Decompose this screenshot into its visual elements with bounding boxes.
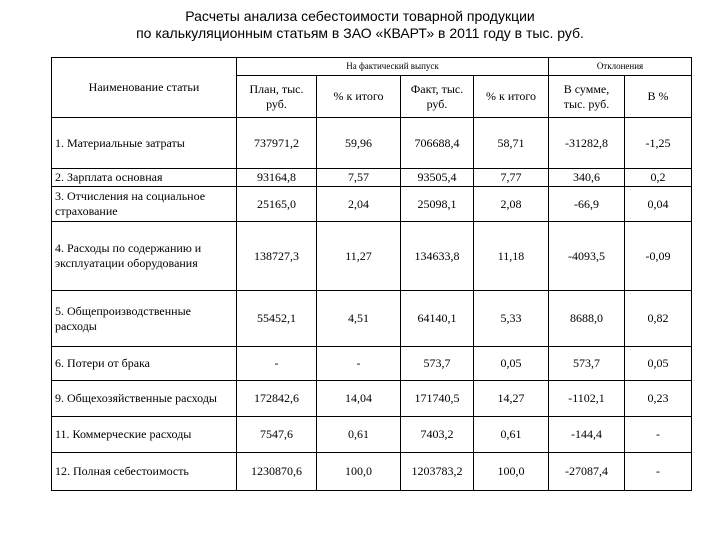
cell-dev-sum: 573,7 bbox=[549, 347, 625, 381]
table-row bbox=[52, 118, 692, 169]
cell-dev-sum: -27087,4 bbox=[549, 453, 625, 491]
cell-fact: 93505,4 bbox=[401, 169, 474, 187]
cell-plan-pct: 59,96 bbox=[317, 118, 401, 169]
table-row bbox=[52, 222, 692, 291]
cell-fact: 706688,4 bbox=[401, 118, 474, 169]
cell-plan: 25165,0 bbox=[237, 187, 317, 222]
cell-fact: 134633,8 bbox=[401, 222, 474, 291]
table-row bbox=[52, 291, 692, 347]
cell-fact: 7403,2 bbox=[401, 417, 474, 453]
cell-plan-pct: 100,0 bbox=[317, 453, 401, 491]
header-plan-pct: % к итого bbox=[317, 76, 401, 118]
cell-dev-pct: 0,23 bbox=[625, 381, 692, 417]
cell-dev-sum: 8688,0 bbox=[549, 291, 625, 347]
cell-dev-pct: - bbox=[625, 417, 692, 453]
cell-fact: 64140,1 bbox=[401, 291, 474, 347]
cell-fact-pct: 0,05 bbox=[474, 347, 549, 381]
cell-plan: 172842,6 bbox=[237, 381, 317, 417]
header-group-deviation: Отклонения bbox=[549, 58, 692, 76]
cell-dev-sum: 340,6 bbox=[549, 169, 625, 187]
cell-fact-pct: 5,33 bbox=[474, 291, 549, 347]
page-title bbox=[0, 8, 720, 42]
cell-fact-pct: 7,77 bbox=[474, 169, 549, 187]
row-name: 5. Общепроизводственные расходы bbox=[52, 291, 237, 347]
cell-fact-pct: 0,61 bbox=[474, 417, 549, 453]
cell-plan: 7547,6 bbox=[237, 417, 317, 453]
cell-plan-pct: 2,04 bbox=[317, 187, 401, 222]
row-name: 4. Расходы по содержанию и эксплуатации оборудования bbox=[52, 222, 237, 291]
row-name: 12. Полная себестоимость bbox=[52, 453, 237, 491]
header-row-1 bbox=[52, 58, 692, 76]
cell-dev-pct: 0,04 bbox=[625, 187, 692, 222]
cell-plan-pct: 14,04 bbox=[317, 381, 401, 417]
cell-dev-sum: -4093,5 bbox=[549, 222, 625, 291]
header-item-name: Наименование статьи bbox=[52, 58, 237, 118]
cell-fact-pct: 100,0 bbox=[474, 453, 549, 491]
cell-dev-pct: 0,82 bbox=[625, 291, 692, 347]
cell-fact: 1203783,2 bbox=[401, 453, 474, 491]
header-dev-pct: В % bbox=[625, 76, 692, 118]
table-row bbox=[52, 453, 692, 491]
cost-analysis-table bbox=[51, 57, 692, 491]
cell-dev-pct: 0,05 bbox=[625, 347, 692, 381]
cell-plan: 737971,2 bbox=[237, 118, 317, 169]
header-fact-pct: % к итого bbox=[474, 76, 549, 118]
cell-plan: - bbox=[237, 347, 317, 381]
cell-plan-pct: 11,27 bbox=[317, 222, 401, 291]
cell-fact-pct: 11,18 bbox=[474, 222, 549, 291]
cell-plan-pct: - bbox=[317, 347, 401, 381]
header-dev-sum: В сумме, тыс. руб. bbox=[549, 76, 625, 118]
table-row bbox=[52, 169, 692, 187]
table-row bbox=[52, 187, 692, 222]
cell-dev-sum: -31282,8 bbox=[549, 118, 625, 169]
cell-fact: 25098,1 bbox=[401, 187, 474, 222]
cell-dev-pct: -0,09 bbox=[625, 222, 692, 291]
cell-plan: 55452,1 bbox=[237, 291, 317, 347]
cell-plan: 1230870,6 bbox=[237, 453, 317, 491]
row-name: 2. Зарплата основная bbox=[52, 169, 237, 187]
row-name: 1. Материальные затраты bbox=[52, 118, 237, 169]
row-name: 6. Потери от брака bbox=[52, 347, 237, 381]
cell-plan: 138727,3 bbox=[237, 222, 317, 291]
header-plan: План, тыс. руб. bbox=[237, 76, 317, 118]
cell-plan-pct: 7,57 bbox=[317, 169, 401, 187]
cell-fact: 573,7 bbox=[401, 347, 474, 381]
row-name: 3. Отчисления на социальное страхование bbox=[52, 187, 237, 222]
cell-dev-pct: -1,25 bbox=[625, 118, 692, 169]
cell-dev-sum: -1102,1 bbox=[549, 381, 625, 417]
cell-plan-pct: 4,51 bbox=[317, 291, 401, 347]
cell-dev-sum: -144,4 bbox=[549, 417, 625, 453]
cell-fact-pct: 14,27 bbox=[474, 381, 549, 417]
header-fact: Факт, тыс. руб. bbox=[401, 76, 474, 118]
title-line-2: по калькуляционным статьям в ЗАО «КВАРТ» в 2011 году в тыс. руб. bbox=[136, 25, 584, 41]
cell-dev-pct: 0,2 bbox=[625, 169, 692, 187]
title-line-1: Расчеты анализа себестоимости товарной продукции bbox=[185, 8, 535, 24]
cell-dev-sum: -66,9 bbox=[549, 187, 625, 222]
cell-fact-pct: 58,71 bbox=[474, 118, 549, 169]
table-row bbox=[52, 417, 692, 453]
cell-fact-pct: 2,08 bbox=[474, 187, 549, 222]
cell-dev-pct: - bbox=[625, 453, 692, 491]
row-name: 11. Коммерческие расходы bbox=[52, 417, 237, 453]
header-group-actual: На фактический выпуск bbox=[237, 58, 549, 76]
cell-plan: 93164,8 bbox=[237, 169, 317, 187]
table-row bbox=[52, 381, 692, 417]
table-row bbox=[52, 347, 692, 381]
cell-plan-pct: 0,61 bbox=[317, 417, 401, 453]
row-name: 9. Общехозяйственные расходы bbox=[52, 381, 237, 417]
cell-fact: 171740,5 bbox=[401, 381, 474, 417]
